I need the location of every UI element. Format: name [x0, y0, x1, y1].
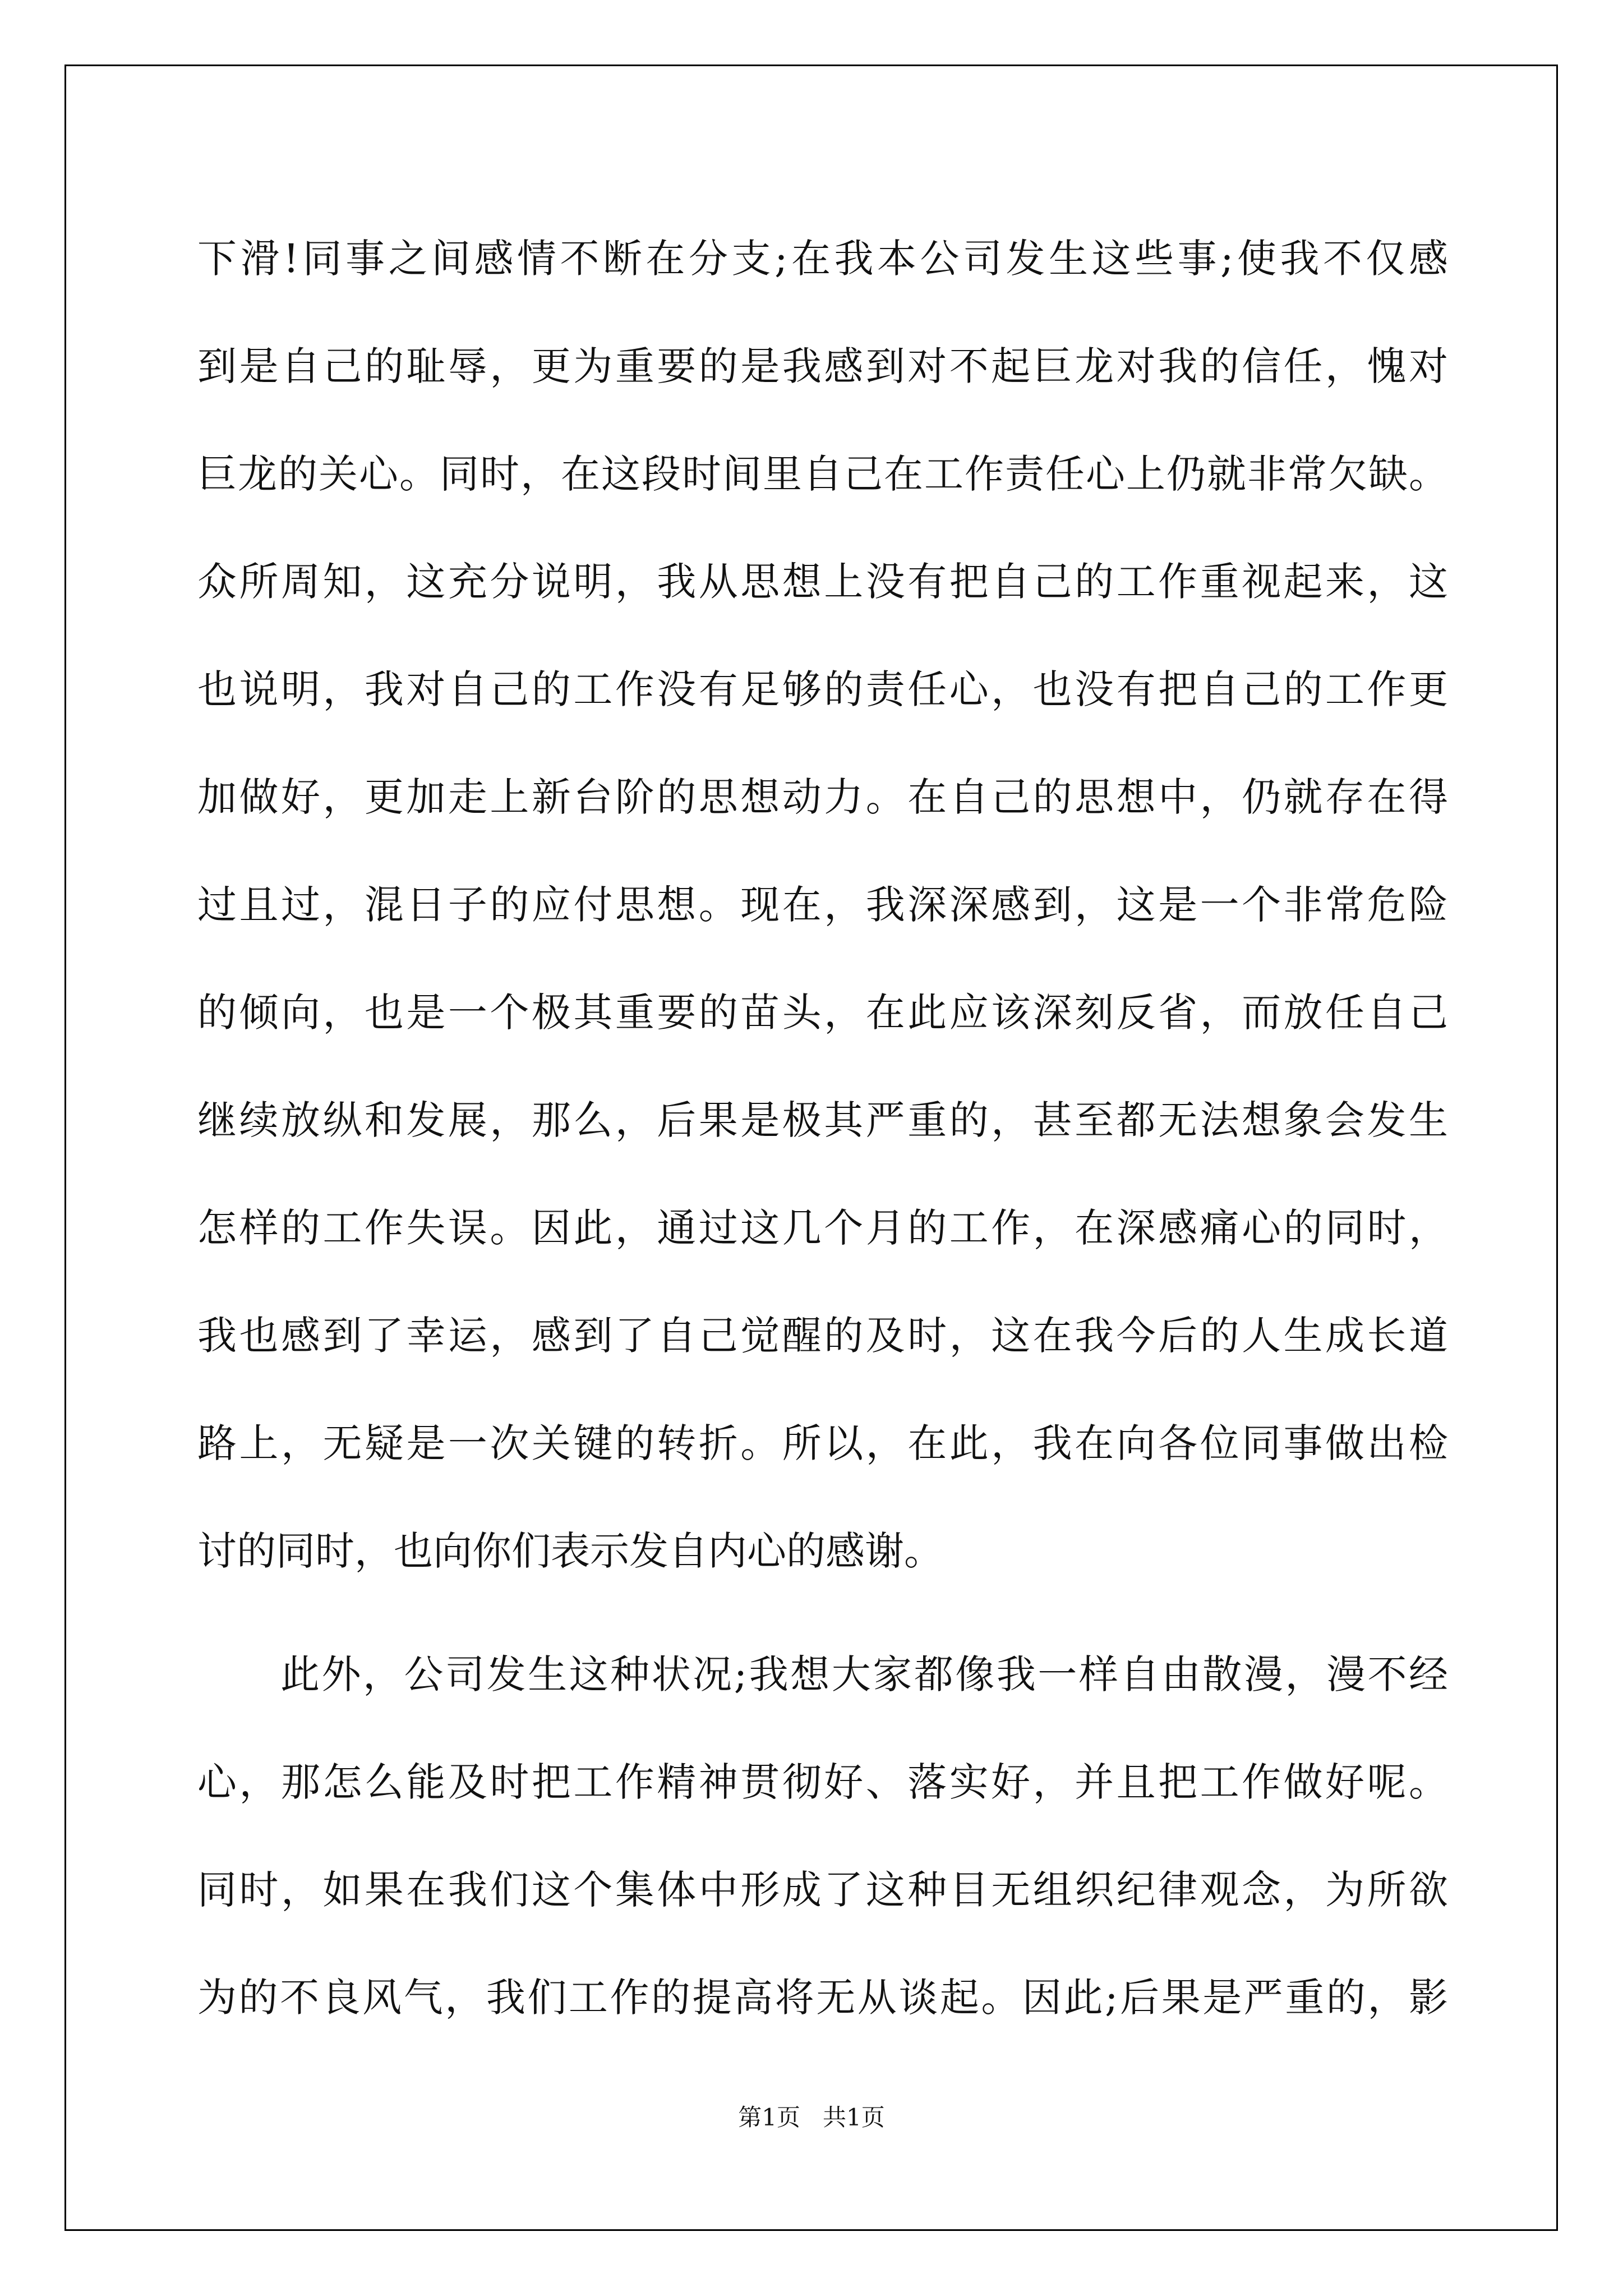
- paragraph-1-line-1: 下滑!同事之间感情不断在分支;在我本公司发生这些事;使我不仅感: [197, 236, 1448, 282]
- paragraph-1-line-10: 怎样的工作失误。因此，通过这几个月的工作，在深感痛心的同时，: [197, 1205, 1448, 1251]
- paragraph-1-line-2: 到是自己的耻辱，更为重要的是我感到对不起巨龙对我的信任，愧对: [197, 343, 1448, 389]
- document-body: [197, 205, 1448, 2051]
- paragraph-2-line-4: 为的不良风气，我们工作的提高将无从谈起。因此;后果是严重的，影: [197, 1975, 1448, 2021]
- paragraph-1-line-8: 的倾向，也是一个极其重要的苗头，在此应该深刻反省，而放任自己: [197, 990, 1448, 1036]
- paragraph-2-line-3: 同时，如果在我们这个集体中形成了这种目无组织纪律观念，为所欲: [197, 1867, 1448, 1913]
- paragraph-1-line-9: 继续放纵和发展，那么，后果是极其严重的，甚至都无法想象会发生: [197, 1097, 1448, 1143]
- paragraph-2-line-1: 此外，公司发生这种状况;我想大家都像我一样自由散漫，漫不经: [280, 1651, 1448, 1697]
- paragraph-1-line-13: 讨的同时，也向你们表示发自内心的感谢。: [197, 1528, 943, 1574]
- paragraph-1-line-3: 巨龙的关心。同时，在这段时间里自己在工作责任心上仍就非常欠缺。: [197, 451, 1448, 497]
- paragraph-1-line-6: 加做好，更加走上新台阶的思想动力。在自己的思想中，仍就存在得: [197, 774, 1448, 820]
- paragraph-1-line-12: 路上，无疑是一次关键的转折。所以，在此，我在向各位同事做出检: [197, 1420, 1448, 1466]
- paragraph-spacer: [197, 1605, 1448, 1621]
- paragraph-2-line-2: 心，那怎么能及时把工作精神贯彻好、落实好，并且把工作做好呢。: [197, 1759, 1448, 1805]
- page-number: 第1页 共1页: [738, 2104, 885, 2131]
- paragraph-1-line-5: 也说明，我对自己的工作没有足够的责任心，也没有把自己的工作更: [197, 666, 1448, 712]
- paragraph-1-line-7: 过且过，混日子的应付思想。现在，我深深感到，这是一个非常危险: [197, 882, 1448, 928]
- paragraph-1-line-4: 众所周知，这充分说明，我从思想上没有把自己的工作重视起来，这: [197, 559, 1448, 605]
- paragraph-1-line-11: 我也感到了幸运，感到了自己觉醒的及时，这在我今后的人生成长道: [197, 1313, 1448, 1359]
